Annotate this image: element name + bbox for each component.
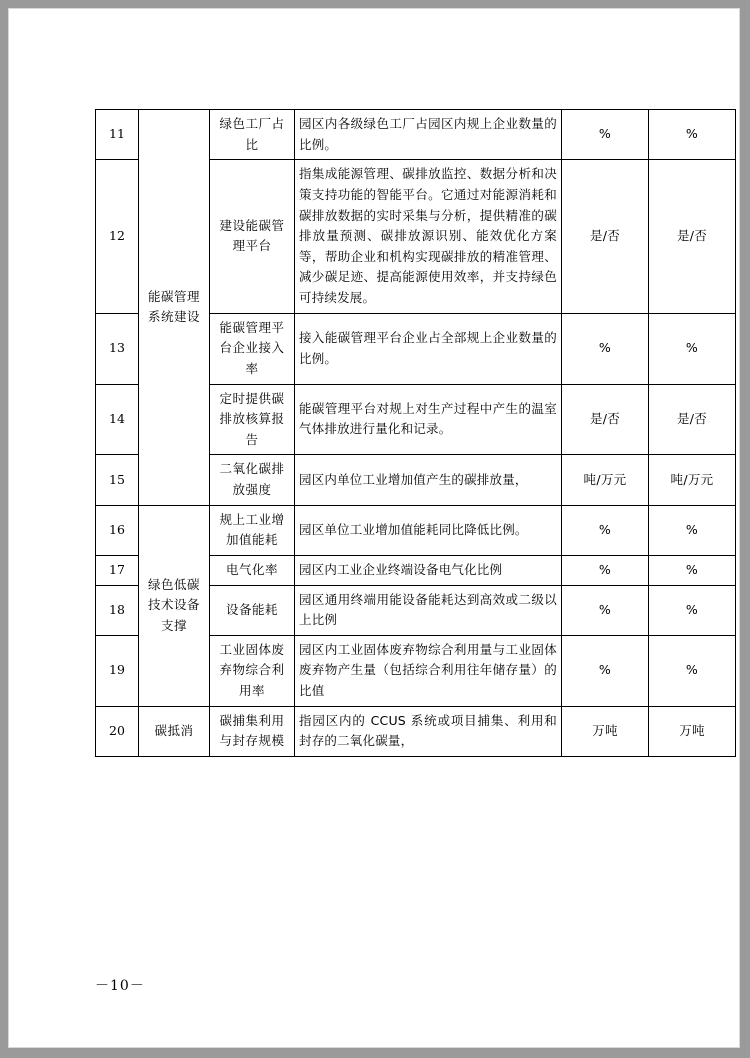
row-name: 设备能耗	[210, 585, 295, 635]
row-name: 能碳管理平台企业接入率	[210, 313, 295, 384]
row-description: 园区内工业固体废弃物综合利用量与工业固体废弃物产生量（包括综合利用往年储存量）的比值	[295, 635, 562, 706]
row-name: 绿色工厂占比	[210, 110, 295, 160]
table-row	[96, 505, 736, 555]
row-name: 规上工业增加值能耗	[210, 505, 295, 555]
row-group-3: 碳抵消	[139, 706, 210, 756]
row-number: 13	[96, 313, 139, 384]
row-name: 碳捕集利用与封存规模	[210, 706, 295, 756]
table-row	[96, 110, 736, 160]
row-description: 园区内各级绿色工厂占园区内规上企业数量的比例。	[295, 110, 562, 160]
row-unit-2: %	[649, 635, 736, 706]
row-unit-2: %	[649, 505, 736, 555]
row-description: 园区通用终端用能设备能耗达到高效或二级以上比例	[295, 585, 562, 635]
row-name: 电气化率	[210, 555, 295, 585]
row-unit-1: %	[562, 505, 649, 555]
row-number: 15	[96, 455, 139, 505]
row-unit-1: 是/否	[562, 384, 649, 455]
row-description: 接入能碳管理平台企业占全部规上企业数量的比例。	[295, 313, 562, 384]
row-number: 18	[96, 585, 139, 635]
row-description: 园区单位工业增加值能耗同比降低比例。	[295, 505, 562, 555]
row-number: 14	[96, 384, 139, 455]
row-unit-2: 是/否	[649, 160, 736, 313]
table-row	[96, 706, 736, 756]
row-name: 建设能碳管理平台	[210, 160, 295, 313]
row-unit-1: 万吨	[562, 706, 649, 756]
row-name: 二氧化碳排放强度	[210, 455, 295, 505]
row-number: 11	[96, 110, 139, 160]
indicator-table-wrapper	[95, 109, 714, 757]
row-number: 19	[96, 635, 139, 706]
row-unit-1: %	[562, 313, 649, 384]
row-unit-2: 是/否	[649, 384, 736, 455]
row-number: 17	[96, 555, 139, 585]
row-unit-1: 吨/万元	[562, 455, 649, 505]
row-name: 定时提供碳排放核算报告	[210, 384, 295, 455]
row-unit-2: 吨/万元	[649, 455, 736, 505]
row-description: 指园区内的 CCUS 系统或项目捕集、利用和封存的二氧化碳量，	[295, 706, 562, 756]
row-unit-2: %	[649, 585, 736, 635]
row-unit-1: %	[562, 585, 649, 635]
indicator-table	[95, 109, 736, 757]
row-unit-2: 万吨	[649, 706, 736, 756]
row-group-2: 绿色低碳技术设备支撑	[139, 505, 210, 706]
row-unit-2: %	[649, 555, 736, 585]
row-description: 园区内单位工业增加值产生的碳排放量，	[295, 455, 562, 505]
page-footer: －10－	[95, 978, 145, 994]
row-unit-2: %	[649, 313, 736, 384]
row-unit-1: %	[562, 635, 649, 706]
row-unit-1: %	[562, 110, 649, 160]
row-number: 16	[96, 505, 139, 555]
row-unit-1: %	[562, 555, 649, 585]
document-page	[8, 8, 740, 1048]
row-description: 能碳管理平台对规上对生产过程中产生的温室气体排放进行量化和记录。	[295, 384, 562, 455]
row-description: 指集成能源管理、碳排放监控、数据分析和决策支持功能的智能平台。它通过对能源消耗和碳排放数据的实时采集与分析，提供精准的碳排放量预测、碳排放源识别、能效优化方案等，帮助企业和机构实现碳排放的精准管理、减少碳足迹、提高能源使用效率，并支持绿色可持续发展。	[295, 160, 562, 313]
row-unit-1: 是/否	[562, 160, 649, 313]
row-unit-2: %	[649, 110, 736, 160]
row-name: 工业固体废弃物综合利用率	[210, 635, 295, 706]
row-number: 12	[96, 160, 139, 313]
row-number: 20	[96, 706, 139, 756]
row-description: 园区内工业企业终端设备电气化比例	[295, 555, 562, 585]
row-group-1: 能碳管理系统建设	[139, 110, 210, 506]
